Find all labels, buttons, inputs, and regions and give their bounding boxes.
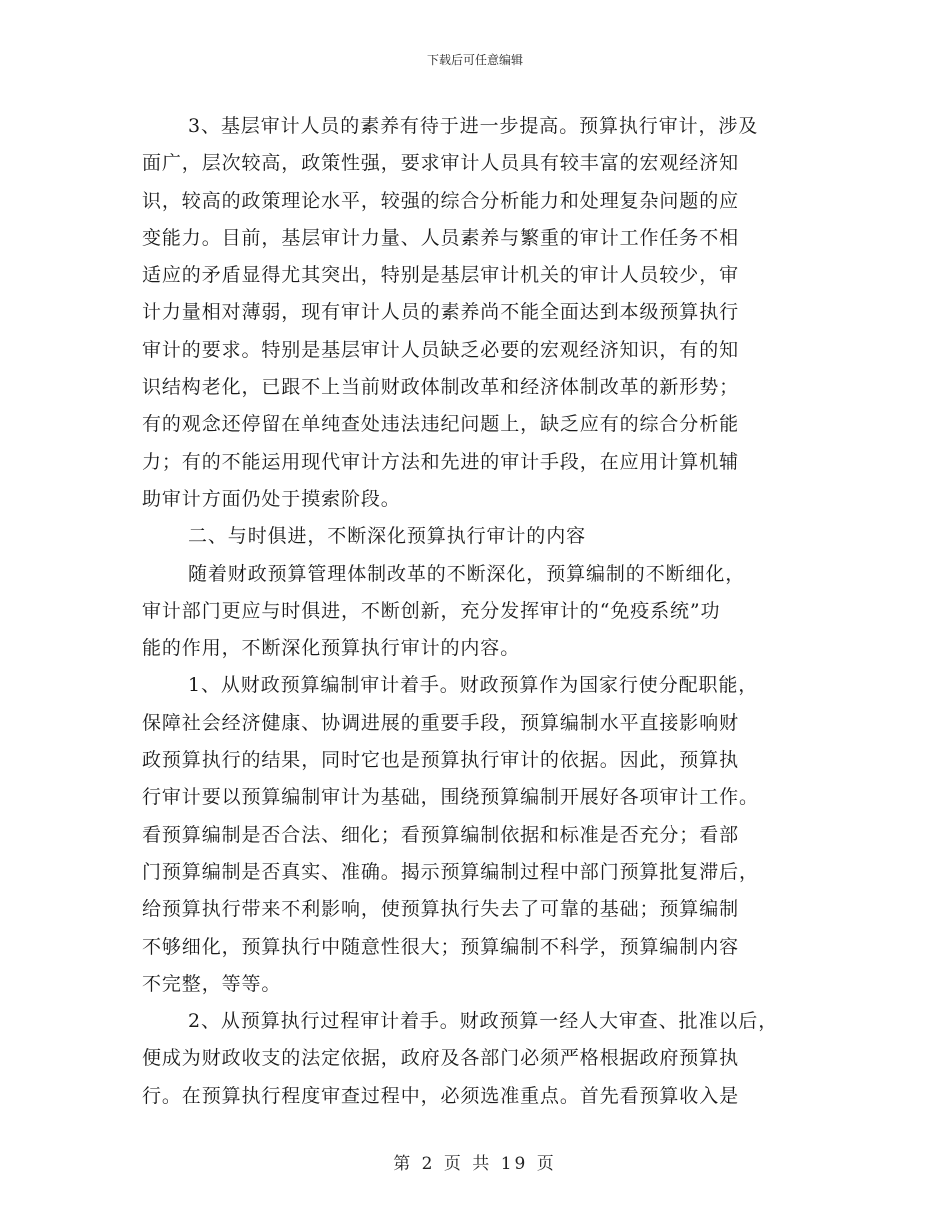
text-line: 面广，层次较高，政策性强，要求审计人员具有较丰富的宏观经济知 — [142, 152, 740, 175]
text-line: 助审计方面仍处于摸索阶段。 — [142, 487, 401, 510]
text-line: 2、从预算执行过程审计着手。财政预算一经人大审查、批准以后， — [188, 1010, 779, 1033]
text-line: 便成为财政收支的法定依据，政府及各部门必须严格根据政府预算执 — [142, 1047, 740, 1070]
text-line: 识结构老化，已跟不上当前财政体制改革和经济体制改革的新形势； — [142, 376, 740, 399]
text-line: 适应的矛盾显得尤其突出，特别是基层审计机关的审计人员较少，审 — [142, 264, 740, 287]
text-line: 行审计要以预算编制审计为基础，围绕预算编制开展好各项审计工作。 — [142, 786, 759, 809]
text-line: 力；有的不能运用现代审计方法和先进的审计手段，在应用计算机辅 — [142, 450, 740, 473]
text-line: 3、基层审计人员的素养有待于进一步提高。预算执行审计，涉及 — [188, 115, 759, 137]
text-line: 有的观念还停留在单纯查处违法违纪问题上，缺乏应有的综合分析能 — [142, 413, 740, 436]
page-number-footer: 第 2 页 共 19 页 — [393, 1154, 557, 1174]
text-line: 审计的要求。特别是基层审计人员缺乏必要的宏观经济知识，有的知 — [142, 338, 740, 361]
text-line: 给预算执行带来不利影响，使预算执行失去了可靠的基础；预算编制 — [142, 898, 740, 921]
text-line: 计力量相对薄弱，现有审计人员的素养尚不能全面达到本级预算执行 — [142, 301, 740, 324]
text-line: 行。在预算执行程度审查过程中，必须选准重点。首先看预算收入是 — [142, 1084, 740, 1107]
text-line: 不完整，等等。 — [142, 972, 282, 995]
text-line: 识，较高的政策理论水平，较强的综合分析能力和处理复杂问题的应 — [142, 189, 740, 212]
text-line: 不够细化，预算执行中随意性很大；预算编制不科学，预算编制内容 — [142, 935, 740, 958]
text-line: 能的作用，不断深化预算执行审计的内容。 — [142, 637, 521, 660]
text-line: 门预算编制是否真实、准确。揭示预算编制过程中部门预算批复滞后， — [142, 860, 759, 883]
page-header: 下载后可任意编辑 — [426, 53, 523, 67]
text-line: 二、与时俱进，不断深化预算执行审计的内容 — [188, 525, 587, 548]
text-line: 审计部门更应与时俱进，不断创新，充分发挥审计的“免疫系统”功 — [142, 599, 721, 622]
text-line: 保障社会经济健康、协调进展的重要手段，预算编制水平直接影响财 — [142, 711, 740, 734]
text-line: 1、从财政预算编制审计着手。财政预算作为国家行使分配职能， — [188, 674, 759, 697]
text-line: 随着财政预算管理体制改革的不断深化，预算编制的不断细化， — [188, 562, 746, 585]
text-line: 变能力。目前，基层审计力量、人员素养与繁重的审计工作任务不相 — [142, 226, 740, 249]
text-line: 政预算执行的结果，同时它也是预算执行审计的依据。因此，预算执 — [142, 749, 740, 772]
text-line: 看预算编制是否合法、细化；看预算编制依据和标准是否充分；看部 — [142, 823, 740, 846]
document-body — [142, 108, 812, 1115]
